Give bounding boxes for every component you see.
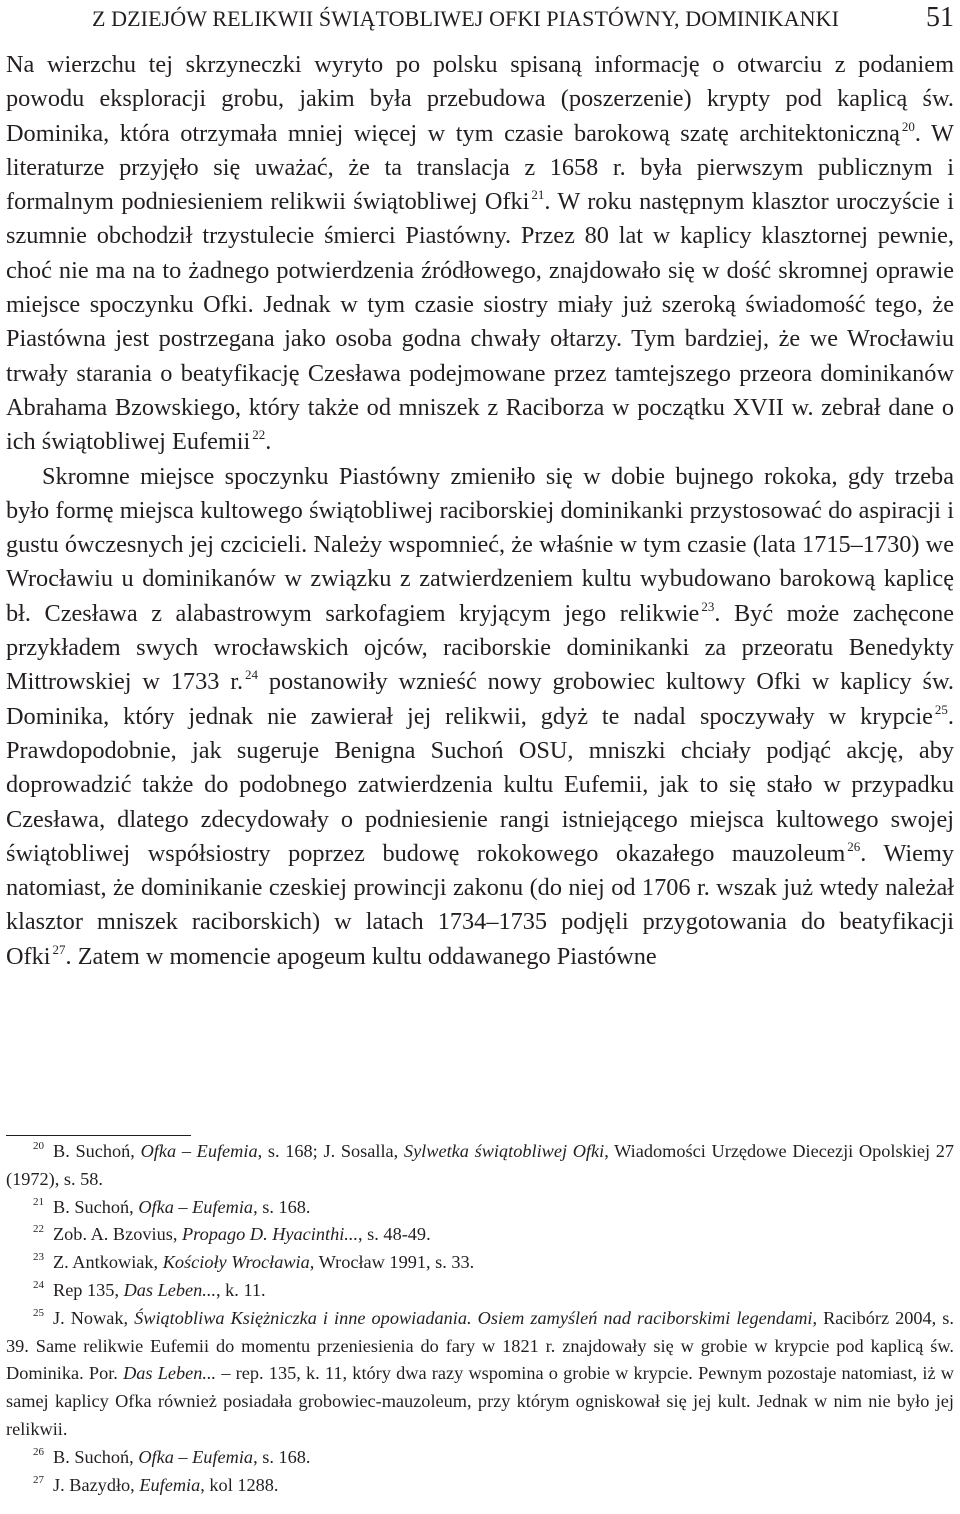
footnote-text: , Wiadomości Urzędowe Diecezji Opolskiej 27 (1972), s. 58. [6, 1141, 955, 1189]
text-run: . W literaturze przyjęło się uważać, że ta translacja z 1658 r. była pierwszym publicznym i formalnym podniesieniem relikwii świątobliwej Ofki [6, 119, 954, 216]
footnote-number: 22 [33, 1223, 44, 1236]
footnote-text: B. Suchoń, [53, 1446, 139, 1467]
text-run: . [265, 428, 272, 456]
footnote-text: , s. 168; J. Sosalla, [257, 1141, 404, 1161]
footnote-text: , s. 48-49. [358, 1224, 431, 1245]
footnote-25 [6, 1305, 954, 1444]
footnote-ref-22[interactable]: 22 [252, 427, 266, 443]
text-run: postanowiły wznieść nowy grobowiec kultowy Ofki w kaplicy św. Dominika, który jednak nie zawierał jej relikwii, gdyż te nadal spoczywały w krypcie [6, 668, 954, 730]
footnote-separator [6, 1135, 191, 1136]
footnote-ref-27[interactable]: 27 [52, 941, 66, 957]
text-run: . Zatem w momencie apogeum kultu oddawanego Piastówne [65, 942, 657, 970]
footnote-title: Kościoły Wrocławia [162, 1252, 310, 1273]
footnote-26 [6, 1444, 954, 1472]
footnote-number: 20 [33, 1140, 44, 1152]
footnote-text: Rep 135, [53, 1279, 124, 1300]
footnote-title: Świątobliwa Księżniczka i inne opowiadania. Osiem zamyśleń nad raciborskimi legendami [134, 1307, 813, 1328]
paragraph [6, 48, 954, 460]
text-run: . Wiemy natomiast, że dominikanie czeskiej prowincji zakonu (do niej od 1706 r. wszak już wtedy należał klasztor mniszek raciborskich) w latach 1734–1735 podjęli przygotowania do beatyfikacji Ofki [6, 839, 954, 970]
text-run: . W roku następnym klasztor uroczyście i szumnie obchodził trzystulecie śmierci Piastówny. Przez 80 lat w kaplicy klasztornej pewnie, choć nie ma na to żadnego potwierdzenia źródłowego, znajdowało się w dość skromnej oprawie miejsce spoczynku Ofki. Jednak w tym czasie siostry miały już szeroką świadomość tego, że Piastówna jest postrzegana jako osoba godna chwały ołtarzy. Tym bardziej, że we Wrocławiu trwały starania o beatyfikację Czesława podejmowane przez tamtejszego przeora dominikanów Abrahama Bzowskiego, który także od mniszek z Raciborza w początku XVII w. zebrał dane o ich świątobliwej Eufemii [6, 188, 955, 456]
footnote-text: , Wrocław 1991, s. 33. [309, 1252, 475, 1273]
text-run: . Prawdopodobnie, jak sugeruje Benigna Suchoń OSU, mniszki chciały podjąć akcję, aby doprowadzić także do podobnego zatwierdzenia kultu Eufemii, jak to się stało w przypadku Czesława, dlatego zdecydowały o podniesienie rangi istniejącego miejsca kultowego swojej świątobliwej współsiostry poprzez budowę rokokowego okazałego mauzoleum [6, 702, 954, 867]
footnote-text: – rep. 135, k. 11, który dwa razy wspomina o grobie w krypcie. Pewnym pozostaje natomiast, iż w samej kaplicy Ofka również posiadała grobowiec-mauzoleum, przy którym ogniskował się jej kult. Jednak w nim nie było jej relikwii. [6, 1363, 954, 1439]
footnote-text: , k. 11. [216, 1279, 266, 1300]
main-text [6, 48, 954, 974]
footnote-number: 24 [33, 1278, 44, 1291]
footnote-22 [6, 1221, 954, 1249]
footnote-27 [6, 1472, 954, 1500]
footnote-title: Propago D. Hyacinthi... [182, 1224, 359, 1245]
footnote-text: Z. Antkowiak, [53, 1252, 163, 1273]
text-run: Skromne miejsce spoczynku Piastówny zmieniło się w dobie bujnego rokoka, gdy trzeba było formę miejsca kultowego świątobliwej raciborskiej dominikanki przystosować do aspiracji i gustu ówczesnych jej czcicieli. Należy wspomnieć, że właśnie w tym czasie (lata 1715–1730) we Wrocławiu u dominikanów w związku z zatwierdzeniem kultu wybudowano barokową kaplicę bł. Czesława z alabastrowym sarkofagiem kryjącym jego relikwie [6, 462, 954, 627]
footnote-ref-23[interactable]: 23 [701, 598, 715, 614]
page-header [92, 4, 954, 34]
footnote-text: Zob. A. Bzovius, [53, 1224, 182, 1245]
footnote-text: , s. 168. [253, 1446, 311, 1467]
footnote-title: Ofka – Eufemia [140, 1141, 258, 1161]
page-number: 51 [926, 2, 954, 33]
footnote-text: J. Bazydło, [53, 1474, 140, 1495]
footnotes [6, 1138, 954, 1499]
footnote-20 [6, 1138, 954, 1194]
running-title: Z DZIEJÓW RELIKWII ŚWIĄTOBLIWEJ OFKI PIASTÓWNY, DOMINIKANKI [92, 6, 840, 31]
footnote-text: B. Suchoń, [53, 1141, 141, 1161]
footnote-ref-26[interactable]: 26 [847, 838, 861, 854]
footnote-ref-24[interactable]: 24 [245, 667, 259, 683]
paragraph [6, 460, 954, 974]
footnote-title: Sylwetka świątobliwej Ofki [403, 1141, 605, 1161]
footnote-text: , Racibórz 2004, s. 39. Same relikwie Eufemii do momentu przeniesienia do fary w 1821 r. znajdowały się w grobie w krypcie pod kaplicą św. Dominika. Por. [6, 1307, 954, 1384]
text-run: Na wierzchu tej skrzyneczki wyryto po polsku spisaną informację o otwarciu z podaniem powodu eksploracji grobu, jakim była przebudowa (poszerzenie) krypty pod kaplicą św. Dominika, która otrzymała mniej więcej w tym czasie barokową szatę architektoniczną [6, 51, 954, 147]
footnote-21 [6, 1194, 954, 1222]
footnote-24 [6, 1277, 954, 1305]
footnote-number: 25 [33, 1306, 44, 1319]
text-run: . Być może zachęcone przykładem swych wrocławskich ojców, raciborskie dominikanki za przeoratu Benedykty Mittrowskiej w 1733 r. [6, 599, 955, 696]
footnote-text: , kol 1288. [200, 1474, 279, 1495]
footnote-ref-21[interactable]: 21 [531, 187, 545, 203]
footnote-text: J. Nowak, [53, 1307, 135, 1328]
footnote-ref-20[interactable]: 20 [901, 118, 915, 134]
footnote-ref-25[interactable]: 25 [934, 701, 948, 717]
footnote-title: Das Leben... [123, 1363, 217, 1384]
footnote-text: B. Suchoń, [53, 1196, 139, 1217]
footnote-title: Ofka – Eufemia [138, 1446, 254, 1467]
footnote-title: Ofka – Eufemia [138, 1196, 254, 1217]
footnote-number: 21 [33, 1195, 44, 1208]
footnote-title: Das Leben... [123, 1279, 217, 1300]
footnote-number: 26 [33, 1445, 44, 1458]
footnote-number: 23 [33, 1251, 44, 1264]
footnote-number: 27 [33, 1473, 44, 1486]
footnote-title: Eufemia [139, 1474, 201, 1495]
footnote-text: , s. 168. [253, 1196, 311, 1217]
footnote-23 [6, 1249, 954, 1277]
